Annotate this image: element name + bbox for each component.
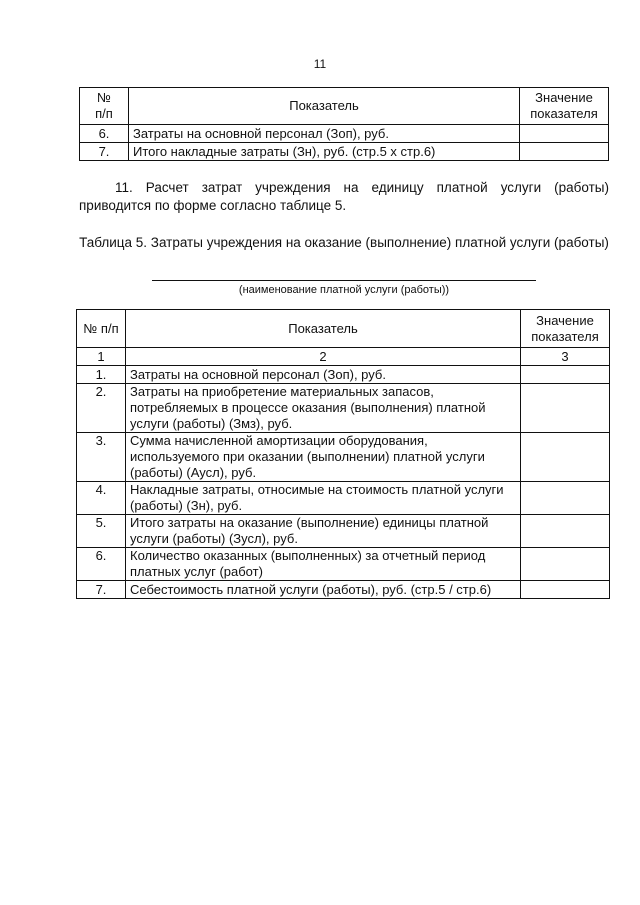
row-number: 7. <box>77 581 126 599</box>
row-indicator: Итого накладные затраты (Зн), руб. (стр.5 x стр.6) <box>129 143 520 161</box>
column-header-indicator: Показатель <box>126 310 521 348</box>
row-indicator: Затраты на приобретение материальных запасов, потребляемых в процессе оказания (выполнения) платной услуги (работы) (Змз), руб. <box>126 384 521 433</box>
column-numbers-row <box>77 348 610 366</box>
row-value-cell <box>521 515 610 548</box>
row-number: 4. <box>77 482 126 515</box>
column-number: 2 <box>126 348 521 366</box>
row-number: 1. <box>77 366 126 384</box>
row-value-cell <box>520 143 609 161</box>
table-row <box>77 366 610 384</box>
row-number: 2. <box>77 384 126 433</box>
column-header-value: Значение показателя <box>521 310 610 348</box>
table-header-row <box>80 88 609 125</box>
row-number: 6. <box>77 548 126 581</box>
row-indicator: Затраты на основной персонал (Зоп), руб. <box>126 366 521 384</box>
column-header-number: № п/п <box>80 88 129 125</box>
row-number: 3. <box>77 433 126 482</box>
column-header-number: № п/п <box>77 310 126 348</box>
table-row <box>77 384 610 433</box>
service-name-blank-line <box>152 280 536 281</box>
column-number: 1 <box>77 348 126 366</box>
row-value-cell <box>521 482 610 515</box>
table-row <box>77 515 610 548</box>
row-indicator: Накладные затраты, относимые на стоимость платной услуги (работы) (Зн), руб. <box>126 482 521 515</box>
table-row <box>80 125 609 143</box>
table-row <box>77 581 610 599</box>
table-row <box>80 143 609 161</box>
row-number: 6. <box>80 125 129 143</box>
table-row <box>77 482 610 515</box>
row-indicator: Итого затраты на оказание (выполнение) единицы платной услуги (работы) (Зусл), руб. <box>126 515 521 548</box>
row-value-cell <box>521 433 610 482</box>
table-row <box>77 548 610 581</box>
row-indicator: Затраты на основной персонал (Зоп), руб. <box>129 125 520 143</box>
row-value-cell <box>520 125 609 143</box>
page-number: 11 <box>313 57 327 71</box>
column-header-value: Значение показателя <box>520 88 609 125</box>
section-paragraph: 11. Расчет затрат учреждения на единицу платной услуги (работы) приводится по форме согласно таблице 5. <box>79 180 609 213</box>
row-value-cell <box>521 366 610 384</box>
column-header-indicator: Показатель <box>129 88 520 125</box>
table-row <box>77 433 610 482</box>
row-number: 7. <box>80 143 129 161</box>
row-number: 5. <box>77 515 126 548</box>
service-name-caption: (наименование платной услуги (работы)) <box>238 284 450 296</box>
row-indicator: Сумма начисленной амортизации оборудования, используемого при оказании (выполнении) платной услуги (работы) (Аусл), руб. <box>126 433 521 482</box>
cost-per-service-table <box>76 309 610 599</box>
table-caption: Таблица 5. Затраты учреждения на оказание (выполнение) платной услуги (работы) <box>79 235 609 250</box>
row-indicator: Количество оказанных (выполненных) за отчетный период платных услуг (работ) <box>126 548 521 581</box>
row-value-cell <box>521 581 610 599</box>
row-value-cell <box>521 384 610 433</box>
indicator-table-continued <box>79 87 609 161</box>
column-number: 3 <box>521 348 610 366</box>
row-indicator: Себестоимость платной услуги (работы), руб. (стр.5 / стр.6) <box>126 581 521 599</box>
table-header-row <box>77 310 610 348</box>
row-value-cell <box>521 548 610 581</box>
